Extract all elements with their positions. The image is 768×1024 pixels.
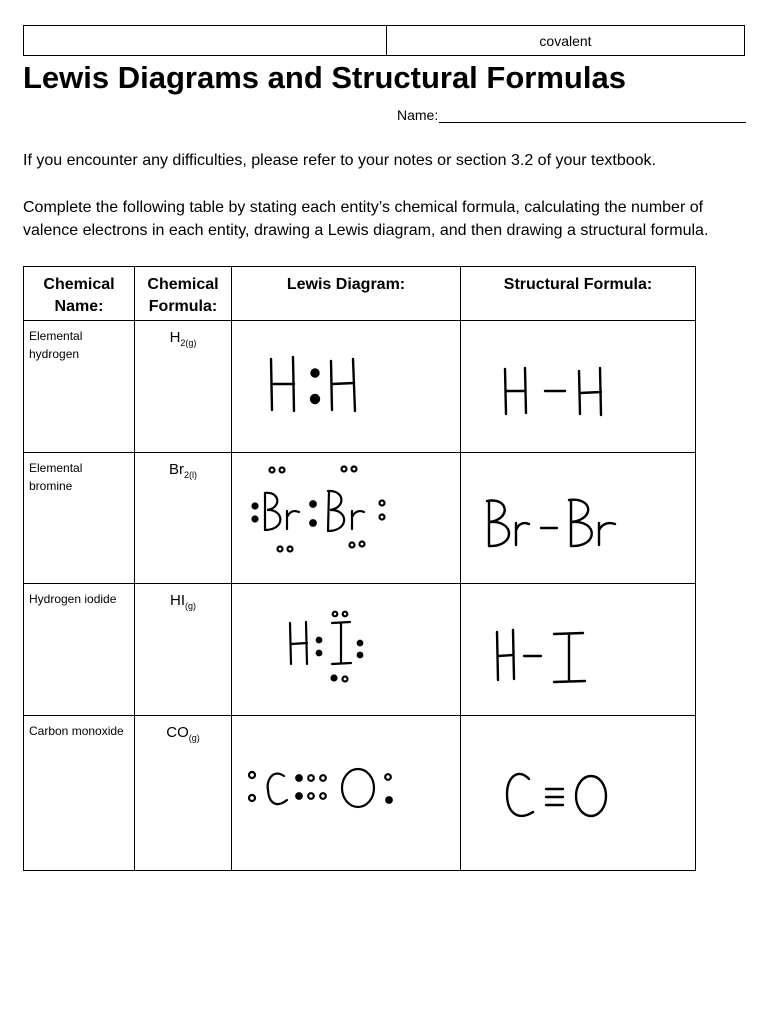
header-right-cell: covalent	[539, 32, 592, 49]
structural-co-drawing	[461, 716, 695, 870]
structural-formula-cell	[461, 453, 696, 584]
table-header-row	[24, 267, 696, 321]
header-left-cell	[24, 26, 387, 55]
structural-h2-drawing	[461, 321, 695, 452]
chemical-formula-cell	[135, 453, 232, 584]
lewis-br2-drawing	[232, 453, 460, 583]
instructions-task: Complete the following table by stating each entity’s chemical formula, calculating the number of valence electrons in each entity, drawing a Lewis diagram, and then drawing a structural formula.	[23, 199, 709, 239]
structural-br2-drawing	[461, 453, 695, 583]
formula-subscript: 2(l)	[184, 470, 197, 480]
instructions-help: If you encounter any difficulties, please refer to your notes or section 3.2 of your textbook.	[23, 152, 656, 169]
formula-base: HI	[170, 592, 185, 609]
formula-base: Br	[169, 461, 184, 478]
formula-subscript: (g)	[188, 733, 200, 743]
chemical-formula-cell	[135, 321, 232, 453]
lewis-diagram-cell	[232, 584, 461, 716]
formula-subscript: 2(g)	[180, 338, 197, 348]
chemical-name-cell: Hydrogen iodide	[24, 584, 135, 716]
lewis-h2-drawing	[232, 321, 460, 452]
structural-formula-cell	[461, 584, 696, 716]
chemical-formula-cell	[135, 584, 232, 716]
page-title: Lewis Diagrams and Structural Formulas	[23, 60, 626, 95]
lewis-table	[23, 266, 696, 871]
lewis-diagram-cell	[232, 321, 461, 453]
name-blank-line[interactable]	[439, 106, 746, 123]
formula-base: H	[169, 329, 181, 346]
chemical-formula-cell	[135, 716, 232, 871]
table-row	[24, 716, 696, 871]
header-structural-formula: Structural Formula:	[461, 267, 696, 321]
chemical-name-cell: Elemental bromine	[24, 453, 135, 584]
formula-base: CO	[166, 724, 189, 741]
formula-subscript: (g)	[185, 601, 196, 611]
header-chemical-name: Chemical Name:	[24, 267, 135, 321]
name-label: Name:	[397, 107, 439, 123]
table-row	[24, 584, 696, 716]
header-box	[23, 25, 745, 56]
name-field	[397, 106, 746, 123]
lewis-hi-drawing	[232, 584, 460, 715]
table-row	[24, 453, 696, 584]
structural-formula-cell	[461, 321, 696, 453]
chemical-name-cell: Elemental hydrogen	[24, 321, 135, 453]
structural-hi-drawing	[461, 584, 695, 715]
table-row	[24, 321, 696, 453]
structural-formula-cell	[461, 716, 696, 871]
chemical-name-cell: Carbon monoxide	[24, 716, 135, 871]
header-chemical-formula: Chemical Formula:	[135, 267, 232, 321]
lewis-diagram-cell	[232, 453, 461, 584]
header-lewis-diagram: Lewis Diagram:	[232, 267, 461, 321]
lewis-co-drawing	[232, 716, 460, 870]
lewis-diagram-cell	[232, 716, 461, 871]
